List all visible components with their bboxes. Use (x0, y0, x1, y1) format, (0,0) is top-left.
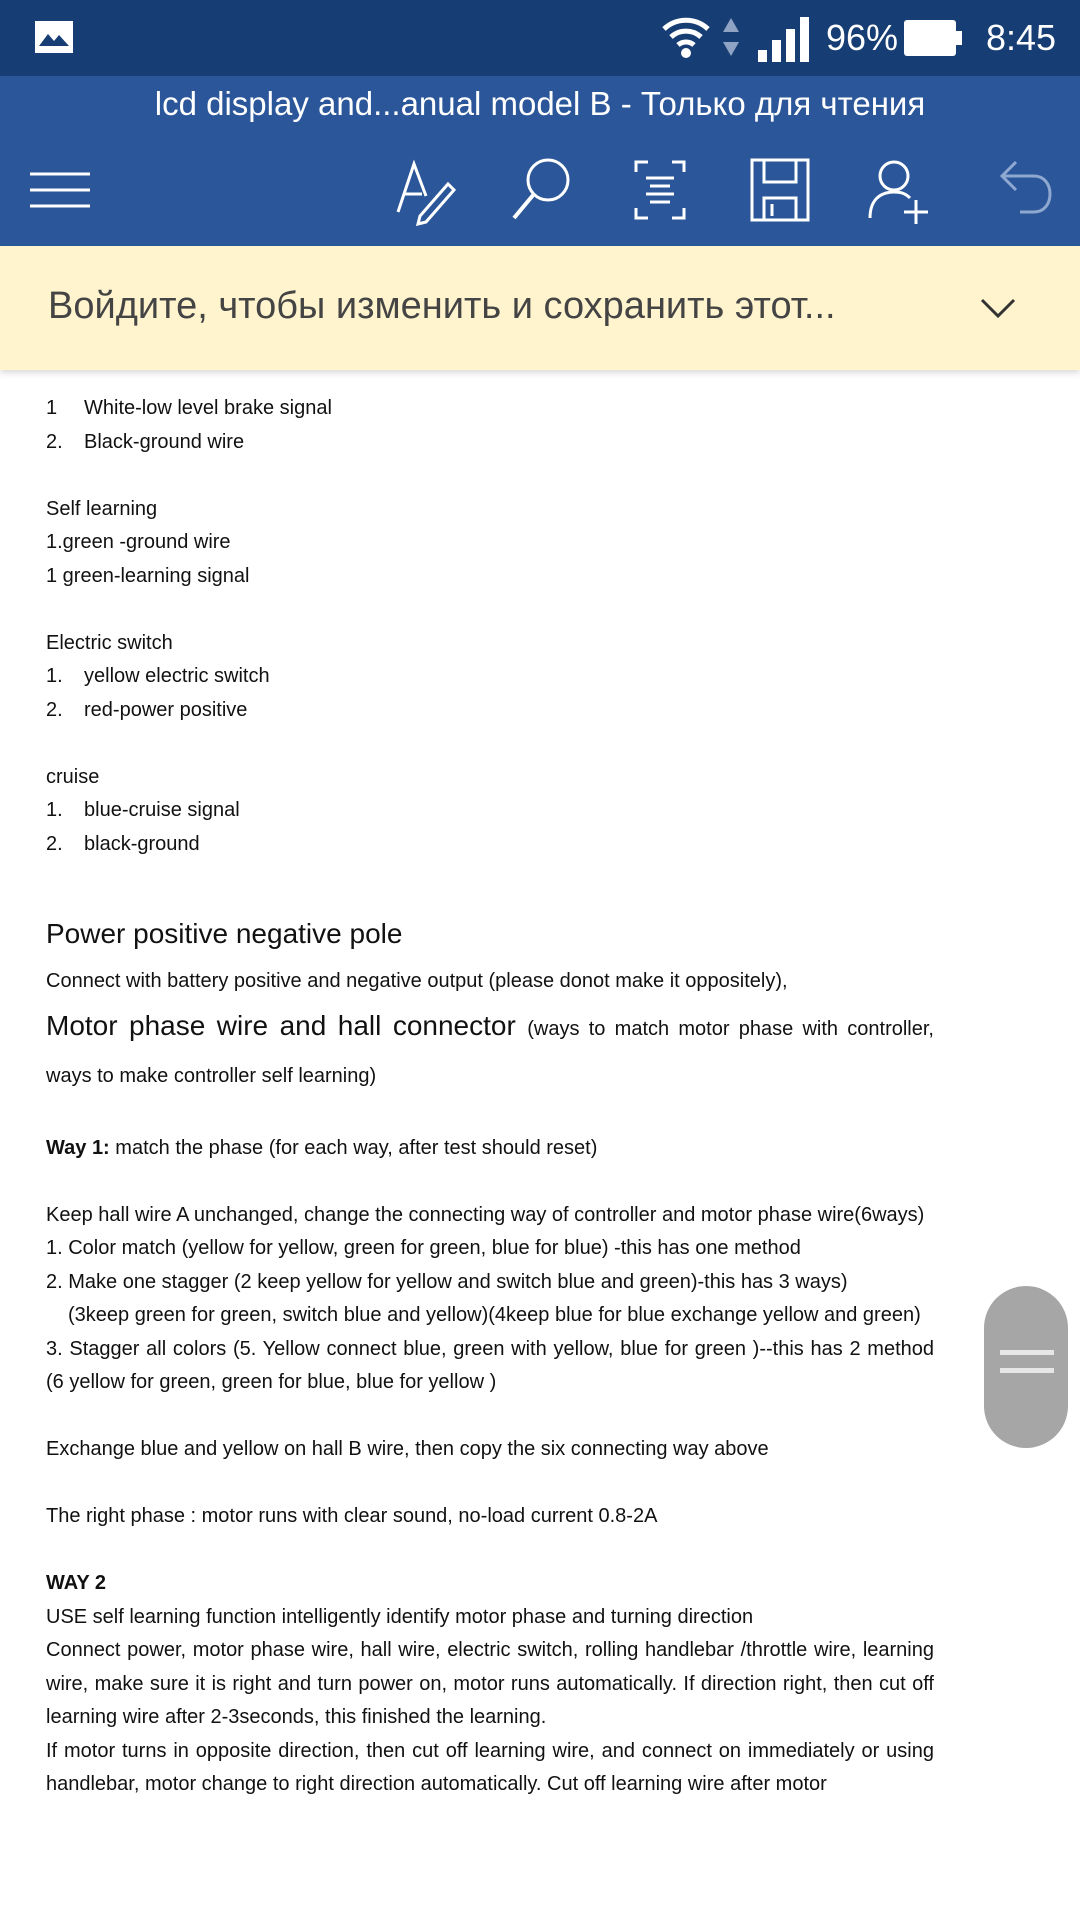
list-item: 2. Black-ground wire (46, 430, 245, 453)
wifi-icon (660, 13, 712, 61)
scroll-grip-line (1000, 1350, 1054, 1355)
paragraph: Way 1: match the phase (for each way, after test should reset) (46, 1136, 598, 1159)
paragraph: If motor turns in opposite direction, then cut off learning wire, and connect on immediately or using handlebar, motor change to right direction automatically. Cut off learning wire after motor (46, 1739, 934, 1795)
list-item: 1. yellow electric switch (46, 665, 270, 687)
undo-button[interactable] (980, 154, 1056, 226)
paragraph: 3. Stagger all colors (5. Yellow connect blue, green with yellow, blue for green )--this has 2 method (6 yellow for green, green for blue, blue for yellow ) (46, 1337, 934, 1393)
paragraph: Exchange blue and yellow on hall B wire, then copy the six connecting way above (46, 1438, 769, 1460)
cell-signal-icon (756, 16, 812, 62)
data-arrows-icon (722, 16, 740, 58)
list-item: 2. black-ground (46, 832, 200, 855)
section-heading: Self learning (46, 497, 158, 520)
undo-icon (980, 154, 1056, 226)
document-body (46, 392, 934, 1802)
share-person-icon (862, 154, 938, 226)
scroll-handle[interactable] (984, 1286, 1068, 1448)
paragraph: USE self learning function intelligently identify motor phase and turning direction (46, 1605, 754, 1628)
save-icon (742, 154, 818, 226)
text-line: 1 green-learning signal (46, 564, 250, 587)
section-heading: cruise (46, 765, 100, 788)
app-bar (0, 76, 1080, 246)
paragraph: The right phase : motor runs with clear sound, no-load current 0.8-2A (46, 1505, 658, 1527)
menu-icon (22, 154, 98, 226)
paragraph: Keep hall wire A unchanged, change the connecting way of controller and motor phase wire(6ways) (46, 1203, 925, 1226)
scroll-grip-line (1000, 1368, 1054, 1373)
sign-in-banner-text[interactable]: Войдите, чтобы изменить и сохранить этот... (48, 285, 836, 327)
search-button[interactable] (504, 154, 580, 226)
motor-heading: Motor phase wire and hall connector (ways to match motor phase with controller, ways to make controller self learning) (46, 1010, 934, 1087)
sign-in-banner[interactable] (0, 246, 1080, 370)
save-button[interactable] (742, 154, 818, 226)
edit-pen-icon (386, 154, 462, 226)
edit-button[interactable] (386, 154, 462, 226)
section-heading: Electric switch (46, 631, 173, 654)
paragraph: 1. Color match (yellow for yellow, green for green, blue for blue) -this has one method (46, 1237, 801, 1259)
reading-view-icon (622, 154, 698, 226)
search-icon (504, 154, 580, 226)
list-item: 2. red-power positive (46, 698, 248, 721)
paragraph: (3keep green for green, switch blue and yellow)(4keep blue for blue exchange yellow and green) (68, 1304, 921, 1326)
clock: 8:45 (986, 17, 1057, 58)
banner-expand-button[interactable] (960, 274, 1036, 342)
paragraph: WAY 2 (46, 1572, 107, 1594)
text-line: 1.green -ground wire (46, 531, 231, 553)
gallery-notification-icon (34, 20, 74, 54)
document-title: lcd display and...anual model B - Только для чтения (154, 85, 926, 122)
chevron-down-icon (960, 274, 1036, 342)
battery-percent: 96% (826, 17, 899, 58)
menu-button[interactable] (22, 154, 98, 226)
share-button[interactable] (862, 154, 938, 226)
paragraph: Connect with battery positive and negative output (please donot make it oppositely), (46, 969, 788, 992)
battery-icon (904, 20, 964, 56)
paragraph: Connect power, motor phase wire, hall wire, electric switch, rolling handlebar /throttle wire, learning wire, make sure it is right and turn power on, motor runs automatically. If direction right, then cut off learning wire after 2-3seconds, this finished the learning. (46, 1639, 934, 1728)
status-bar (0, 0, 1080, 76)
reading-view-button[interactable] (622, 154, 698, 226)
list-item: 1. blue-cruise signal (46, 799, 240, 821)
power-heading: Power positive negative pole (46, 917, 403, 949)
paragraph: 2. Make one stagger (2 keep yellow for yellow and switch blue and green)-this has 3 ways) (46, 1270, 848, 1293)
list-item: 1 White-low level brake signal (46, 397, 332, 419)
